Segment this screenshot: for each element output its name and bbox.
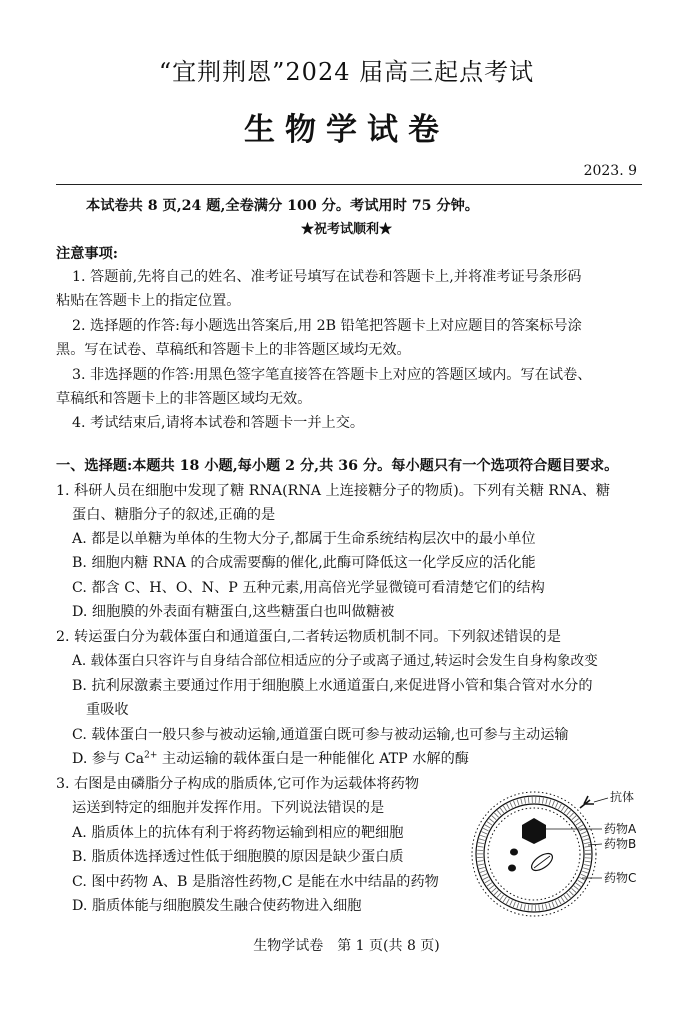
page-footer: 生物学试卷 第 1 页(共 8 页) xyxy=(253,938,440,954)
q2-option-c: C. 载体蛋白一般只参与被动运输,通道蛋白既可参与被动运输,也可参与主动运输 xyxy=(72,727,569,743)
q2-option-d: D. 参与 $Ca^{2+}$ 主动运输的载体蛋白是一种能催化 ATP 水解的酶 xyxy=(72,750,469,767)
exam-summary: 本试卷共 8 页,24 题,全卷满分 100 分。考试用时 75 分钟。 xyxy=(86,198,479,214)
q3-option-c: C. 图中药物 A、B 是脂溶性药物,C 是能在水中结晶的药物 xyxy=(72,874,439,890)
exam-wish: ★祝考试顺利★ xyxy=(300,222,392,237)
note-line: 草稿纸和答题卡上的非答题区域均无效。 xyxy=(56,391,312,407)
q3-option-d: D. 脂质体能与细胞膜发生融合使药物进入细胞 xyxy=(72,898,362,914)
label-antibody: 抗体 xyxy=(610,790,635,804)
q2-option-b-cont: 重吸收 xyxy=(86,702,129,718)
q3-stem-cont: 运送到特定的细胞并发挥作用。下列说法错误的是 xyxy=(72,800,385,816)
exam-date: 2023. 9 xyxy=(583,163,637,179)
q1-option-a: A. 都是以单糖为单体的生物大分子,都属于生命系统结构层次中的最小单位 xyxy=(72,531,536,547)
note-line: 粘贴在答题卡上的指定位置。 xyxy=(56,293,241,309)
q1-option-b: B. 细胞内糖 RNA 的合成需要酶的催化,此酶可降低这一化学反应的活化能 xyxy=(72,555,536,571)
q3-stem: 3. 右图是由磷脂分子构成的脂质体,它可作为运载体将药物 xyxy=(56,776,420,792)
q1-stem: 1. 科研人员在细胞中发现了糖 RNA(RNA 上连接糖分子的物质)。下列有关糖 RNA、糖 xyxy=(56,483,611,499)
exam-title: “宜荆荆恩”2024 届高三起点考试 xyxy=(158,58,535,86)
header-divider xyxy=(56,184,642,185)
drug-c-icon xyxy=(529,850,556,874)
label-drug-a: 药物A xyxy=(604,822,637,836)
q3-option-b: B. 脂质体选择透过性低于细胞膜的原因是缺少蛋白质 xyxy=(72,849,404,865)
label-drug-b: 药物B xyxy=(604,837,637,851)
antibody-icon xyxy=(580,796,594,808)
q2-option-a: A. 载体蛋白只容许与自身结合部位相适应的分子或离子通过,转运时会发生自身构象改变 xyxy=(72,653,598,669)
note-line: 4. 考试结束后,请将本试卷和答题卡一并上交。 xyxy=(72,415,365,431)
drug-b-leader xyxy=(588,844,602,845)
note-line: 2. 选择题的作答:每小题选出答案后,用 2B 铅笔把答题卡上对应题目的答案标号涂 xyxy=(72,318,582,334)
q1-option-d: D. 细胞膜的外表面有糖蛋白,这些糖蛋白也叫做糖被 xyxy=(72,604,395,620)
liposome-figure xyxy=(462,782,672,932)
q2-option-b: B. 抗利尿激素主要通过作用于细胞膜上水通道蛋白,来促进肾小管和集合管对水分的 xyxy=(72,678,593,694)
drug-b-icon xyxy=(508,849,518,872)
q1-stem-cont: 蛋白、糖脂分子的叙述,正确的是 xyxy=(72,507,276,523)
exam-subtitle: 生物学试卷 xyxy=(244,112,449,148)
q1-option-c: C. 都含 C、H、O、N、P 五种元素,用高倍光学显微镜可看清楚它们的结构 xyxy=(72,580,545,596)
drug-a-icon xyxy=(522,818,546,844)
liposome-outer-layer xyxy=(472,792,596,916)
section-heading: 一、选择题:本题共 18 小题,每小题 2 分,共 36 分。每小题只有一个选项符合题目要求。 xyxy=(56,458,619,474)
q2-stem: 2. 转运蛋白分为载体蛋白和通道蛋白,二者转运物质机制不同。下列叙述错误的是 xyxy=(56,629,561,645)
note-line: 1. 答题前,先将自己的姓名、准考证号填写在试卷和答题卡上,并将准考证号条形码 xyxy=(72,269,582,285)
antibody-leader xyxy=(594,798,608,802)
note-line: 黑。写在试卷、草稿纸和答题卡上的非答题区域均无效。 xyxy=(56,342,411,358)
note-line: 3. 非选择题的作答:用黑色签字笔直接答在答题卡上对应的答题区域内。写在试卷、 xyxy=(72,367,592,383)
label-drug-c: 药物C xyxy=(604,871,637,885)
notes-heading: 注意事项: xyxy=(56,246,118,262)
q3-option-a: A. 脂质体上的抗体有利于将药物运输到相应的靶细胞 xyxy=(72,825,404,841)
